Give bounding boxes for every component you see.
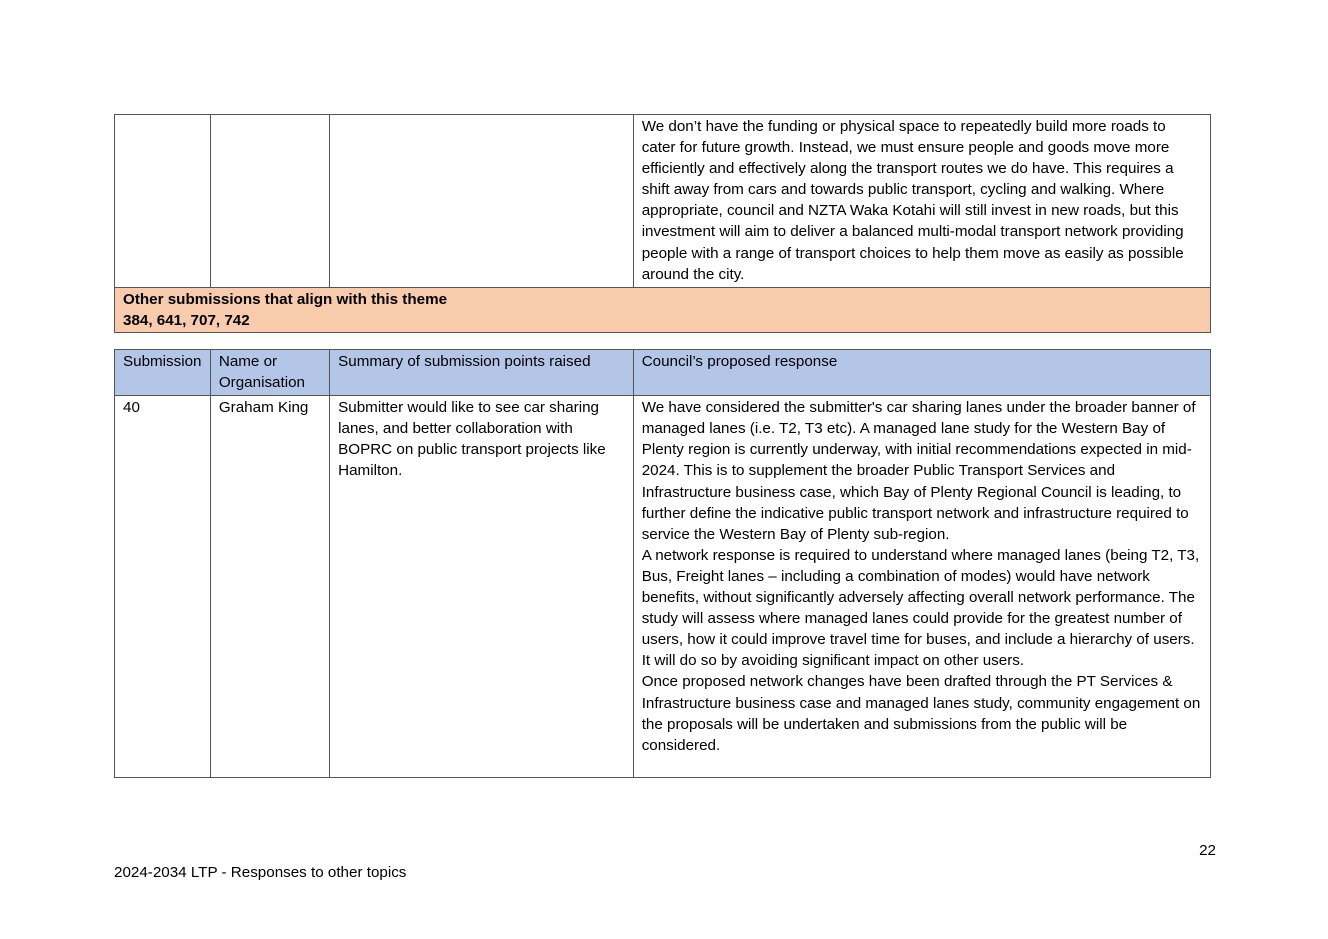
submitter-name: Graham King: [210, 396, 329, 778]
theme-cell: [115, 287, 1211, 332]
response-paragraph: Once proposed network changes have been drafted through the PT Services & Infrastructure business case and managed lanes study, community engagement on the proposals will be undertaken and submissions from the public will be considered.: [641, 673, 1201, 754]
table-row: [115, 396, 1211, 778]
name-cell: [210, 115, 329, 288]
footer-text: 2024-2034 LTP - Responses to other topics: [114, 864, 407, 881]
summary-text: Submitter would like to see car sharing lanes, and better collaboration with BOPRC on public transport projects like Hamilton.: [330, 396, 634, 778]
theme-numbers: 384, 641, 707, 742: [123, 311, 250, 329]
page-number: 22: [1199, 842, 1216, 859]
continuation-table: [114, 114, 1211, 333]
response-paragraph: A network response is required to understand where managed lanes (being T2, T3, Bus, Freight lanes – including a combination of modes) would have network benefits, without significantly adversely affecting overall network performance. The study will assess where managed lanes could provide for the greatest number of users, how it could improve travel time for buses, and include a hierarchy of users. It will do so by avoiding significant impact on other users.: [641, 546, 1200, 670]
theme-label: Other submissions that align with this theme: [123, 290, 448, 308]
submission-table: [114, 349, 1211, 778]
response-text: [633, 396, 1210, 778]
theme-row: [115, 287, 1211, 332]
response-cell: We don’t have the funding or physical space to repeatedly build more roads to cater for future growth. Instead, we must ensure people and goods move more efficiently and effectively along the transport routes we do have. This requires a shift away from cars and towards public transport, cycling and walking. Where appropriate, council and NZTA Waka Kotahi will still invest in new roads, but this investment will aim to deliver a balanced multi-modal transport network providing people with a range of transport choices to help them move as easily as possible around the city.: [633, 115, 1210, 288]
table-row: [115, 115, 1211, 288]
header-response: Council’s proposed response: [633, 350, 1210, 396]
header-row: [115, 350, 1211, 396]
header-submission: Submission: [115, 350, 211, 396]
response-paragraph: We have considered the submitter's car sharing lanes under the broader banner of managed lanes (i.e. T2, T3 etc). A managed lane study for the Western Bay of Plenty region is currently underway, with initial recommendations expected in mid-2024. This is to supplement the broader Public Transport Services and Infrastructure business case, which Bay of Plenty Regional Council is leading, to further define the indicative public transport network and infrastructure required to service the Western Bay of Plenty sub-region.: [641, 399, 1196, 543]
submission-number: 40: [115, 396, 211, 778]
summary-cell: [330, 115, 634, 288]
submission-cell: [115, 115, 211, 288]
header-name: Name or Organisation: [210, 350, 329, 396]
header-summary: Summary of submission points raised: [330, 350, 634, 396]
